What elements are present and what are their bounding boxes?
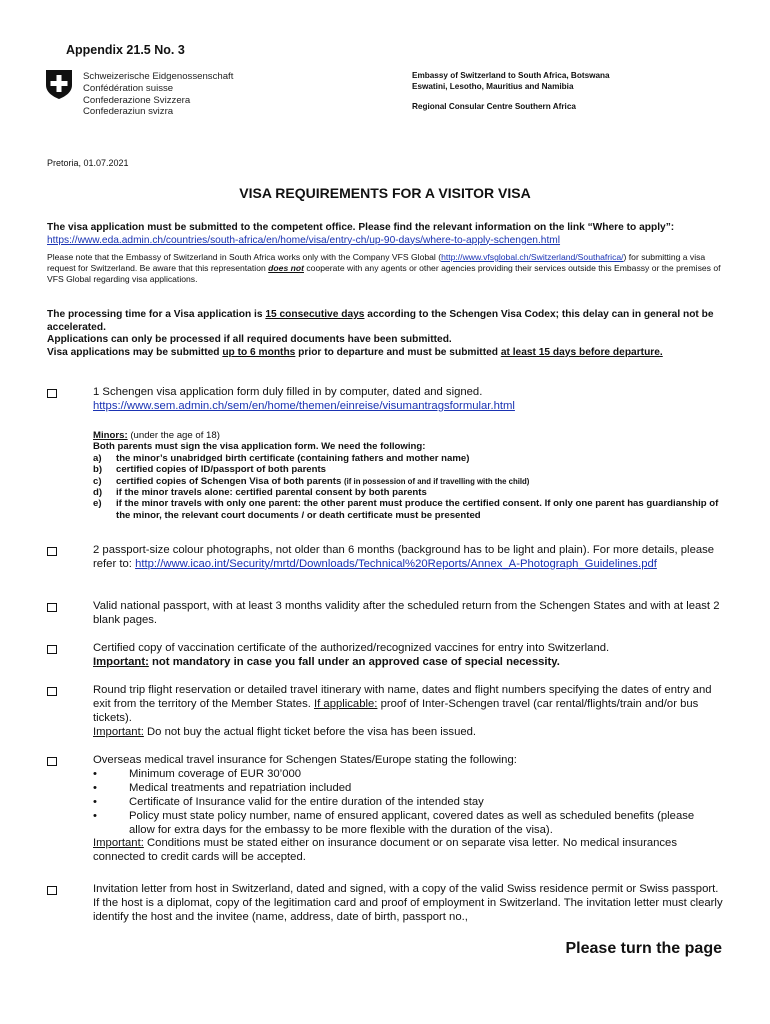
minors-item: d) if the minor travels alone: certified parental consent by both parents	[93, 487, 427, 499]
processing-block	[47, 309, 722, 359]
intro-paragraph	[47, 222, 722, 247]
appendix-label: Appendix 21.5 No. 3	[66, 43, 185, 57]
vfs-note	[47, 252, 722, 284]
insurance-important: Important:	[93, 837, 144, 850]
list-item: • Medical treatments and repatriation included	[93, 781, 352, 794]
photo-guidelines-link[interactable]: http://www.icao.int/Security/mrtd/Downloads/Technical%20Reports/Annex_A-Photograph_Guidelines.pdf	[135, 557, 657, 570]
list-item: • Certificate of Insurance valid for the entire duration of the intended stay	[93, 795, 484, 808]
page-title: VISA REQUIREMENTS FOR A VISITOR VISA	[239, 185, 531, 201]
embassy-block	[412, 71, 610, 113]
vaccination-important: Important:	[93, 655, 149, 668]
vaccination-text: Certified copy of vaccination certificate of the authorized/recognized vaccines for entry into Switzerland.	[93, 642, 610, 654]
confed-de: Schweizerische Eidgenossenschaft	[83, 71, 234, 82]
vfs-note-a: Please note that the Embassy of Switzerland in South Africa works only with the Company VFS Global (	[47, 252, 442, 262]
processing-6-months: up to 6 months	[222, 346, 296, 358]
confed-it: Confederazione Svizzera	[83, 94, 191, 106]
photos-text: 2 passport-size colour photographs, not older than 6 months (background has to be light and plain). For more details, please refer to:	[93, 544, 715, 570]
flight-applicable: If applicable:	[314, 697, 378, 710]
where-to-apply-link[interactable]: https://www.eda.admin.ch/countries/south-africa/en/home/visa/entry-ch/up-90-days/where-to-apply-schengen.html	[47, 234, 561, 246]
flight-important: Important:	[93, 725, 144, 738]
item-invitation: Invitation letter from host in Switzerland, dated and signed, with a copy of the valid Swiss residence permit or Swiss passport. If the host is a diplomat, copy of the legitimation card and proof of employment in Switzerland. The invitation letter must clearly identify the host and the invitee (name, address, date of birth, passport no.,	[93, 883, 723, 923]
processing-15-days: at least 15 days before departure.	[500, 346, 663, 358]
item-passport: Valid national passport, with at least 3 months validity after the scheduled return from the Schengen States and with at least 2 blank pages.	[93, 600, 720, 626]
processing-line-1: The processing time for a Visa application is 15 consecutive days according to the Schengen Visa Codex; this delay can in general not be accelerated.	[47, 309, 714, 333]
item-insurance	[93, 754, 723, 865]
form-link[interactable]: https://www.sem.admin.ch/sem/en/home/themen/einreise/visumantragsformular.html	[93, 399, 515, 412]
form-text: 1 Schengen visa application form duly filled in by computer, dated and signed.	[93, 386, 483, 398]
list-item: • Policy must state policy number, name of ensured applicant, covered dates as well as scheduled benefits (please allow for extra days for the embassy to be more flexible with the duration of the visa).	[93, 809, 695, 836]
vfs-note-emph: does not	[268, 262, 304, 273]
swiss-cross-icon	[44, 69, 74, 100]
processing-line-3: Visa applications may be submitted up to 6 months prior to departure and must be submitted at least 15 days before departure.	[47, 346, 663, 358]
processing-line-2: Applications can only be processed if all required documents have been submitted.	[47, 334, 452, 346]
checkbox-passport[interactable]	[47, 603, 57, 612]
flight-important-text: Do not buy the actual flight ticket before the visa has been issued.	[143, 725, 477, 738]
checkbox-invitation[interactable]	[47, 886, 57, 895]
document-date: Pretoria, 01.07.2021	[47, 158, 129, 168]
item-flight	[93, 684, 723, 740]
vaccination-important-text: not mandatory in case you fall under an approved case of special necessity.	[148, 655, 560, 668]
checkbox-photos[interactable]	[47, 547, 57, 556]
minors-label: Minors:	[93, 430, 128, 441]
minors-item: c) certified copies of Schengen Visa of both parents (if in possession of and if travelling with the child)	[93, 475, 530, 487]
flight-text: Round trip flight reservation or detailed travel itinerary with name, dates and flight numbers specifying the dates of entry and exit from the territory of the Member States.	[93, 684, 712, 710]
embassy-line-1: Embassy of Switzerland to South Africa, Botswana	[412, 71, 610, 80]
item-vaccination	[93, 642, 723, 670]
insurance-important-text: Conditions must be stated either on insurance document or on separate visa letter. No medical insurances connected to credit cards will be accepted.	[93, 837, 677, 864]
checkbox-insurance[interactable]	[47, 757, 57, 766]
confederation-names	[83, 71, 233, 118]
intro-text: The visa application must be submitted to the competent office. Please find the relevant information on the link “Where to apply”:	[47, 222, 675, 233]
embassy-line-3: Regional Consular Centre Southern Africa	[412, 102, 576, 111]
vfs-link[interactable]: http://www.vfsglobal.ch/Switzerland/Southafrica/	[441, 252, 624, 262]
checkbox-form[interactable]	[47, 389, 57, 398]
processing-days: 15 consecutive days	[265, 309, 365, 320]
turn-page-note: Please turn the page	[565, 940, 722, 957]
vfs-note-b: ) for submitting a visa request for Switzerland. Be aware that this representation	[47, 252, 706, 273]
vfs-note-c: cooperate with any agents or other agencies providing their services outside this Embassy or the premises of VFS Global regarding visa applications.	[47, 262, 721, 284]
minors-age: (under the age of 18)	[127, 430, 220, 441]
flight-applicable-text: proof of Inter-Schengen travel (car rental/flights/train and/or bus tickets).	[93, 697, 699, 724]
confed-rm: Confederaziun svizra	[83, 106, 174, 118]
insurance-text: Overseas medical travel insurance for Schengen States/Europe stating the following:	[93, 754, 517, 766]
item-application-form	[93, 386, 723, 414]
item-photographs	[93, 544, 723, 572]
list-item: • Minimum coverage of EUR 30’000	[93, 767, 302, 780]
checkbox-vaccination[interactable]	[47, 645, 57, 654]
minors-item: e) if the minor travels with only one parent: the other parent must produce the certified consent. If only one parent has guardianship of the minor, the relevant court documents / or death certificate must be presented	[93, 498, 719, 521]
embassy-line-2: Eswatini, Lesotho, Mauritius and Namibia	[412, 81, 574, 91]
confed-fr: Confédération suisse	[83, 82, 174, 94]
minors-block	[93, 430, 723, 521]
minors-intro: Both parents must sign the visa application form. We need the following:	[93, 441, 426, 453]
minors-item: a) the minor’s unabridged birth certificate (containing fathers and mother name)	[93, 452, 470, 464]
checkbox-flight[interactable]	[47, 687, 57, 696]
minors-item: b) certified copies of ID/passport of both parents	[93, 464, 327, 476]
